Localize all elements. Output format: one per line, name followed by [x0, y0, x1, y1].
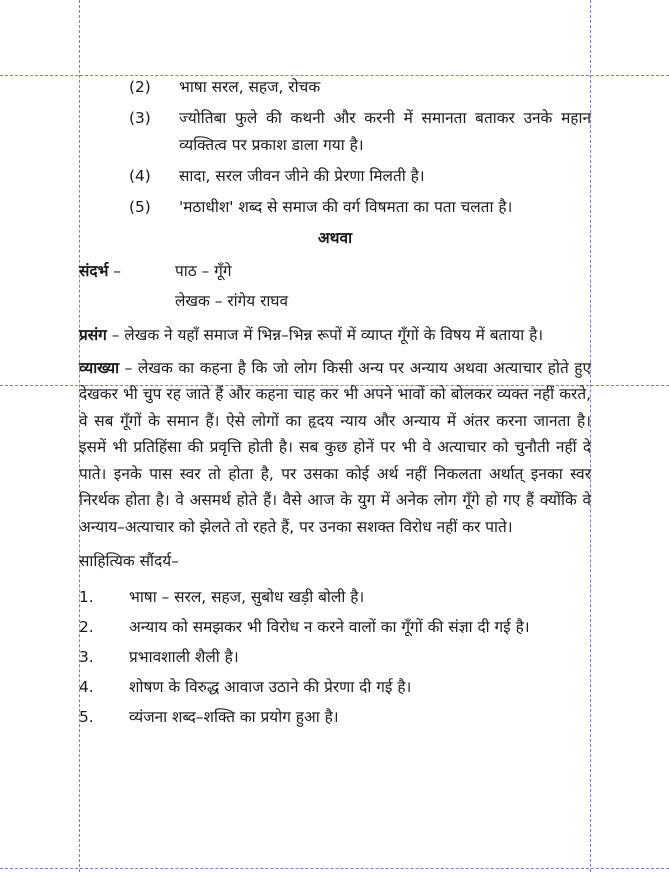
sandarbh-label-wrap: [79, 256, 175, 286]
sandarbh-dash: –: [108, 262, 121, 280]
item-number: (2): [129, 78, 151, 96]
prasang-paragraph: [79, 322, 591, 349]
sahityik-heading: साहित्यिक सौंदर्य–: [79, 552, 179, 570]
sandarbh-paath: पाठ – गूँगे: [175, 262, 232, 280]
prasang-label: प्रसंग: [79, 326, 107, 344]
item-text: भाषा – सरल, सहज, सुबोध खड़ी बोली है।: [129, 588, 365, 606]
vyakhya-text: – लेखक का कहना है कि जो लोग किसी अन्य पर अन्याय अथवा अत्याचार होते हुए देखकर भी चुप रह जाते हैं और कहना चाह कर भी अपने भावों को बोलकर व्यक्त नहीं करते, वे सब गूँगों के समान हैं। ऐसे लोगों का हृदय न्याय और अन्याय में अंतर करना जानता है। इसमें भी प्रतिहिंसा की प्रवृत्ति होती है। सब कुछ होनें पर भी वे अत्याचार को चुनौती नहीं दे पाते। इनके पास स्वर तो होता है, पर उसका कोई अर्थ नहीं निकलता अर्थात् इनका स्वर निरर्थक होता है। वे असमर्थ होते हैं। वैसे आज के युग में अनेक लोग गूँगे हो गए हैं क्योंकि वे अन्याय–अत्याचार को झेलते तो रहते हैं, पर उनका सशक्त विरोध नहीं कर पाते।: [79, 358, 591, 536]
list-item: [79, 642, 591, 672]
item-number: 5.: [79, 708, 94, 726]
answer-content: [79, 74, 591, 732]
list-item: [79, 194, 591, 221]
list-item: [79, 672, 591, 702]
sandarbh-lekhak: लेखक – रांगेय राघव: [175, 292, 289, 310]
list-item: [79, 74, 591, 101]
item-text: 'मठाधीश' शब्द से समाज की वर्ग विषमता का पता चलता है।: [179, 198, 513, 216]
list-item: [79, 582, 591, 612]
margin-guide-bottom: [0, 868, 669, 869]
item-text: सादा, सरल जीवन जीने की प्रेरणा मिलती है।: [179, 167, 425, 185]
item-number: (3): [129, 109, 151, 127]
item-text: प्रभावशाली शैली है।: [129, 648, 239, 666]
sandarbh-row: [79, 256, 591, 286]
item-number: 3.: [79, 648, 94, 666]
vyakhya-paragraph: [79, 355, 591, 541]
item-text: शोषण के विरुद्ध आवाज उठाने की प्रेरणा दी गई है।: [129, 678, 412, 696]
item-text: व्यंजना शब्द–शक्ति का प्रयोग हुआ है।: [129, 708, 339, 726]
item-text: ज्योतिबा फुले की कथनी और करनी में समानता बताकर उनके महान व्यक्तित्व पर प्रकाश डाला गया है।: [179, 109, 591, 154]
item-number: (5): [129, 198, 151, 216]
athva-heading: अथवा: [317, 229, 353, 247]
item-number: 4.: [79, 678, 94, 696]
item-number: 1.: [79, 588, 94, 606]
list-item: [79, 163, 591, 190]
list-item: [79, 612, 591, 642]
prasang-text: – लेखक ने यहाँ समाज में भिन्न–भिन्न रूपों में व्याप्त गूँगों के विषय में बताया है।: [106, 326, 544, 344]
sandarbh-label: संदर्भ: [79, 262, 109, 280]
item-text: अन्याय को समझकर भी विरोध न करने वालों का गूँगों की संज्ञा दी गई है।: [129, 618, 530, 636]
vyakhya-label: व्याख्या: [79, 358, 120, 377]
list-item: [79, 105, 591, 159]
item-number: (4): [129, 167, 151, 185]
list-item: [79, 702, 591, 732]
item-text: भाषा सरल, सहज, रोचक: [179, 78, 321, 96]
item-number: 2.: [79, 618, 94, 636]
